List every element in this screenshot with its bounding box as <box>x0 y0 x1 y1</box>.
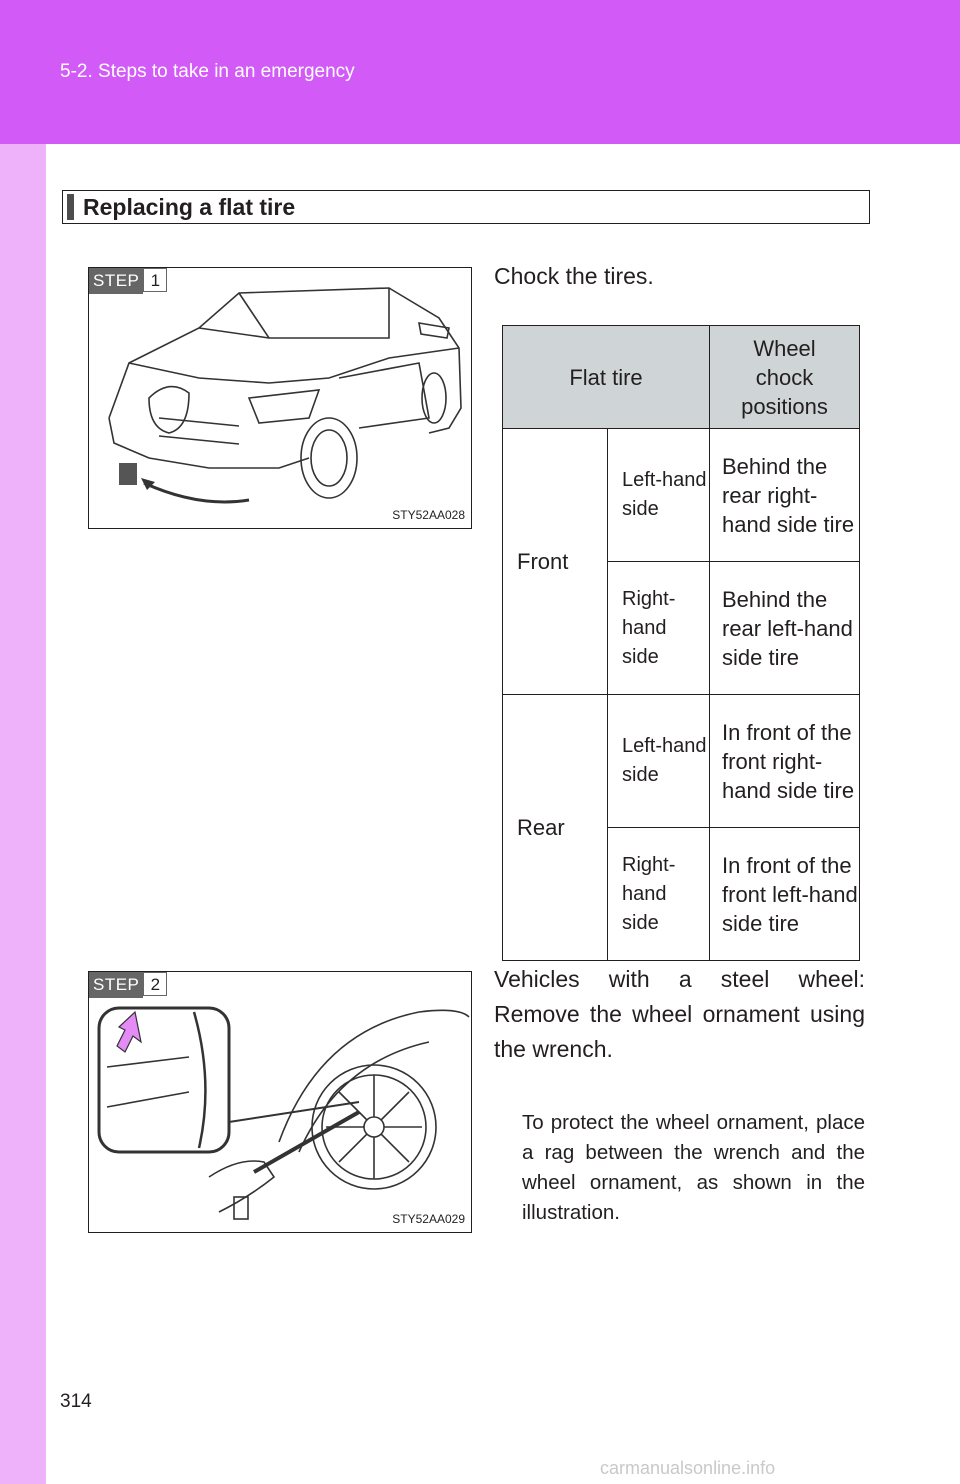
step2-illustration <box>88 971 472 1233</box>
table-row <box>503 695 860 828</box>
group-rear: Rear <box>503 695 608 961</box>
step1-badge-number: 1 <box>143 268 167 292</box>
side-cell: Left-hand side <box>608 429 710 562</box>
table-row <box>503 429 860 562</box>
wheel-ornament-wrench-icon <box>89 972 471 1232</box>
page-number: 314 <box>60 1391 92 1412</box>
step1-badge-label: STEP <box>89 268 143 294</box>
group-front: Front <box>503 429 608 695</box>
step2-badge-label: STEP <box>89 972 143 998</box>
step1-illustration <box>88 267 472 529</box>
step2-badge-number: 2 <box>143 972 167 996</box>
section-title: Replacing a flat tire <box>83 194 296 220</box>
car-chock-icon <box>89 268 471 528</box>
position-cell: In front of the front right-hand side tire <box>710 695 860 828</box>
position-cell: Behind the rear right-hand side tire <box>710 429 860 562</box>
table-header-chock-positions: Wheel chock positions <box>710 326 860 429</box>
sidebar-strip <box>0 144 46 1484</box>
position-cell: Behind the rear left-hand side tire <box>710 562 860 695</box>
step2-instruction: Vehicles with a steel wheel: Remove the wheel ornament using the wrench. <box>494 966 865 1062</box>
step2-note: To protect the wheel ornament, place a rag between the wrench and the wheel ornament, as shown in the illustration. <box>522 1111 865 1224</box>
table-header-flat-tire: Flat tire <box>503 326 710 429</box>
section-marker <box>67 194 74 220</box>
side-cell: Left-hand side <box>608 695 710 828</box>
step2-image-code: STY52AA029 <box>392 1212 465 1226</box>
breadcrumb: 5-2. Steps to take in an emergency <box>60 61 355 82</box>
position-cell: In front of the front left-hand side tire <box>710 828 860 961</box>
section-header <box>62 190 870 224</box>
step1-image-code: STY52AA028 <box>392 508 465 522</box>
wheel-chock-table <box>502 325 860 961</box>
side-cell: Right-hand side <box>608 828 710 961</box>
side-cell: Right-hand side <box>608 562 710 695</box>
table-header-row <box>503 326 860 429</box>
watermark: carmanualsonline.info <box>600 1458 776 1478</box>
step1-instruction: Chock the tires. <box>494 263 654 289</box>
